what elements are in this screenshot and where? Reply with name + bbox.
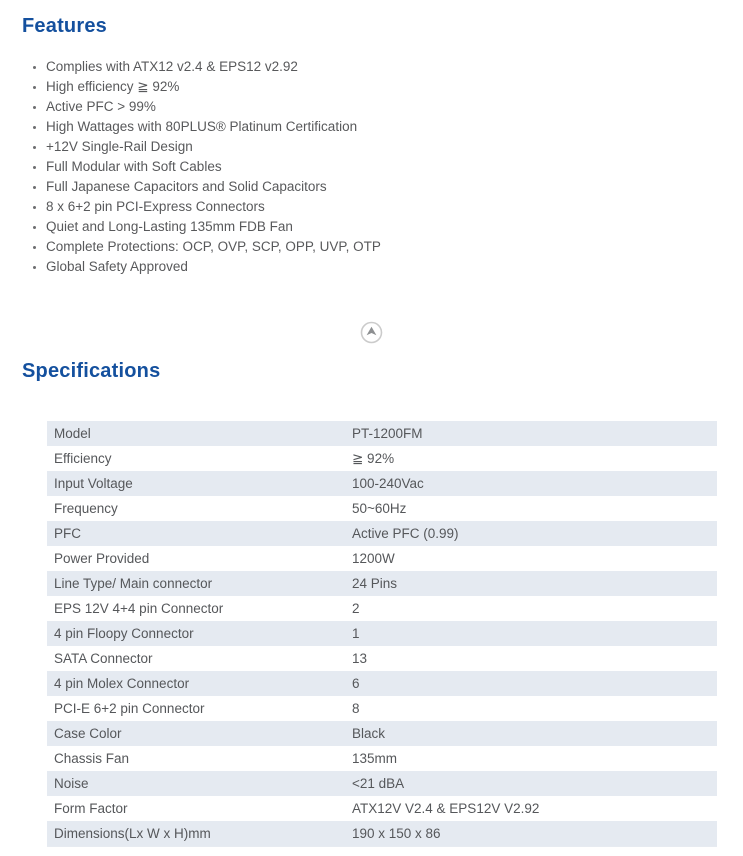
- row-label: 4 pin Molex Connector: [47, 671, 345, 696]
- row-value: ≧ 92%: [345, 446, 717, 471]
- feature-item: • +12V Single-Rail Design: [46, 137, 721, 157]
- table-row: [47, 621, 717, 646]
- row-label: Model: [47, 421, 345, 446]
- row-value: 135mm: [345, 746, 717, 771]
- feature-item: • Active PFC > 99%: [46, 97, 721, 117]
- row-label: Noise: [47, 771, 345, 796]
- table-row: [47, 496, 717, 521]
- row-value: 2: [345, 596, 717, 621]
- arrow-up-circle-icon: [360, 332, 383, 347]
- row-value: 8: [345, 696, 717, 721]
- row-value: Active PFC (0.99): [345, 521, 717, 546]
- feature-item: • Global Safety Approved: [46, 257, 721, 277]
- feature-item: • Complete Protections: OCP, OVP, SCP, OPP, UVP, OTP: [46, 237, 721, 257]
- row-label: Line Type/ Main connector: [47, 571, 345, 596]
- row-value: ATX12V V2.4 & EPS12V V2.92: [345, 796, 717, 821]
- row-label: Frequency: [47, 496, 345, 521]
- specifications-heading: Specifications: [22, 360, 161, 382]
- table-row: [47, 596, 717, 621]
- feature-item: • 8 x 6+2 pin PCI-Express Connectors: [46, 197, 721, 217]
- table-row: [47, 446, 717, 471]
- back-to-top-container: [22, 321, 721, 345]
- row-label: Efficiency: [47, 446, 345, 471]
- feature-item: • Quiet and Long-Lasting 135mm FDB Fan: [46, 217, 721, 237]
- row-value: 50~60Hz: [345, 496, 717, 521]
- table-row: [47, 696, 717, 721]
- table-row: [47, 546, 717, 571]
- row-label: EPS 12V 4+4 pin Connector: [47, 596, 345, 621]
- table-row: [47, 746, 717, 771]
- row-label: Case Color: [47, 721, 345, 746]
- row-value: 100-240Vac: [345, 471, 717, 496]
- row-label: PFC: [47, 521, 345, 546]
- table-row: [47, 796, 717, 821]
- table-row: [47, 571, 717, 596]
- row-label: Input Voltage: [47, 471, 345, 496]
- row-value: 190 x 150 x 86: [345, 821, 717, 846]
- row-value: 13: [345, 646, 717, 671]
- table-row: [47, 646, 717, 671]
- specifications-table: [47, 421, 717, 847]
- feature-item: • High Wattages with 80PLUS® Platinum Certification: [46, 117, 721, 137]
- features-heading: Features: [22, 15, 107, 37]
- back-to-top-button[interactable]: [360, 321, 384, 345]
- table-row: [47, 671, 717, 696]
- row-label: PCI-E 6+2 pin Connector: [47, 696, 345, 721]
- feature-item: • High efficiency ≧ 92%: [46, 77, 721, 97]
- row-value: Black: [345, 721, 717, 746]
- row-label: Chassis Fan: [47, 746, 345, 771]
- feature-item: • Full Modular with Soft Cables: [46, 157, 721, 177]
- row-value: 1200W: [345, 546, 717, 571]
- row-value: PT-1200FM: [345, 421, 717, 446]
- table-row: [47, 821, 717, 846]
- features-list: [22, 57, 721, 277]
- row-label: Power Provided: [47, 546, 345, 571]
- row-value: 6: [345, 671, 717, 696]
- row-label: Dimensions(Lx W x H)mm: [47, 821, 345, 846]
- table-row: [47, 421, 717, 446]
- row-label: 4 pin Floopy Connector: [47, 621, 345, 646]
- row-label: Form Factor: [47, 796, 345, 821]
- table-row: [47, 471, 717, 496]
- row-value: 1: [345, 621, 717, 646]
- table-row: [47, 771, 717, 796]
- feature-item: • Full Japanese Capacitors and Solid Capacitors: [46, 177, 721, 197]
- row-value: <21 dBA: [345, 771, 717, 796]
- row-value: 24 Pins: [345, 571, 717, 596]
- table-row: [47, 521, 717, 546]
- feature-item: • Complies with ATX12 v2.4 & EPS12 v2.92: [46, 57, 721, 77]
- row-label: SATA Connector: [47, 646, 345, 671]
- table-row: [47, 721, 717, 746]
